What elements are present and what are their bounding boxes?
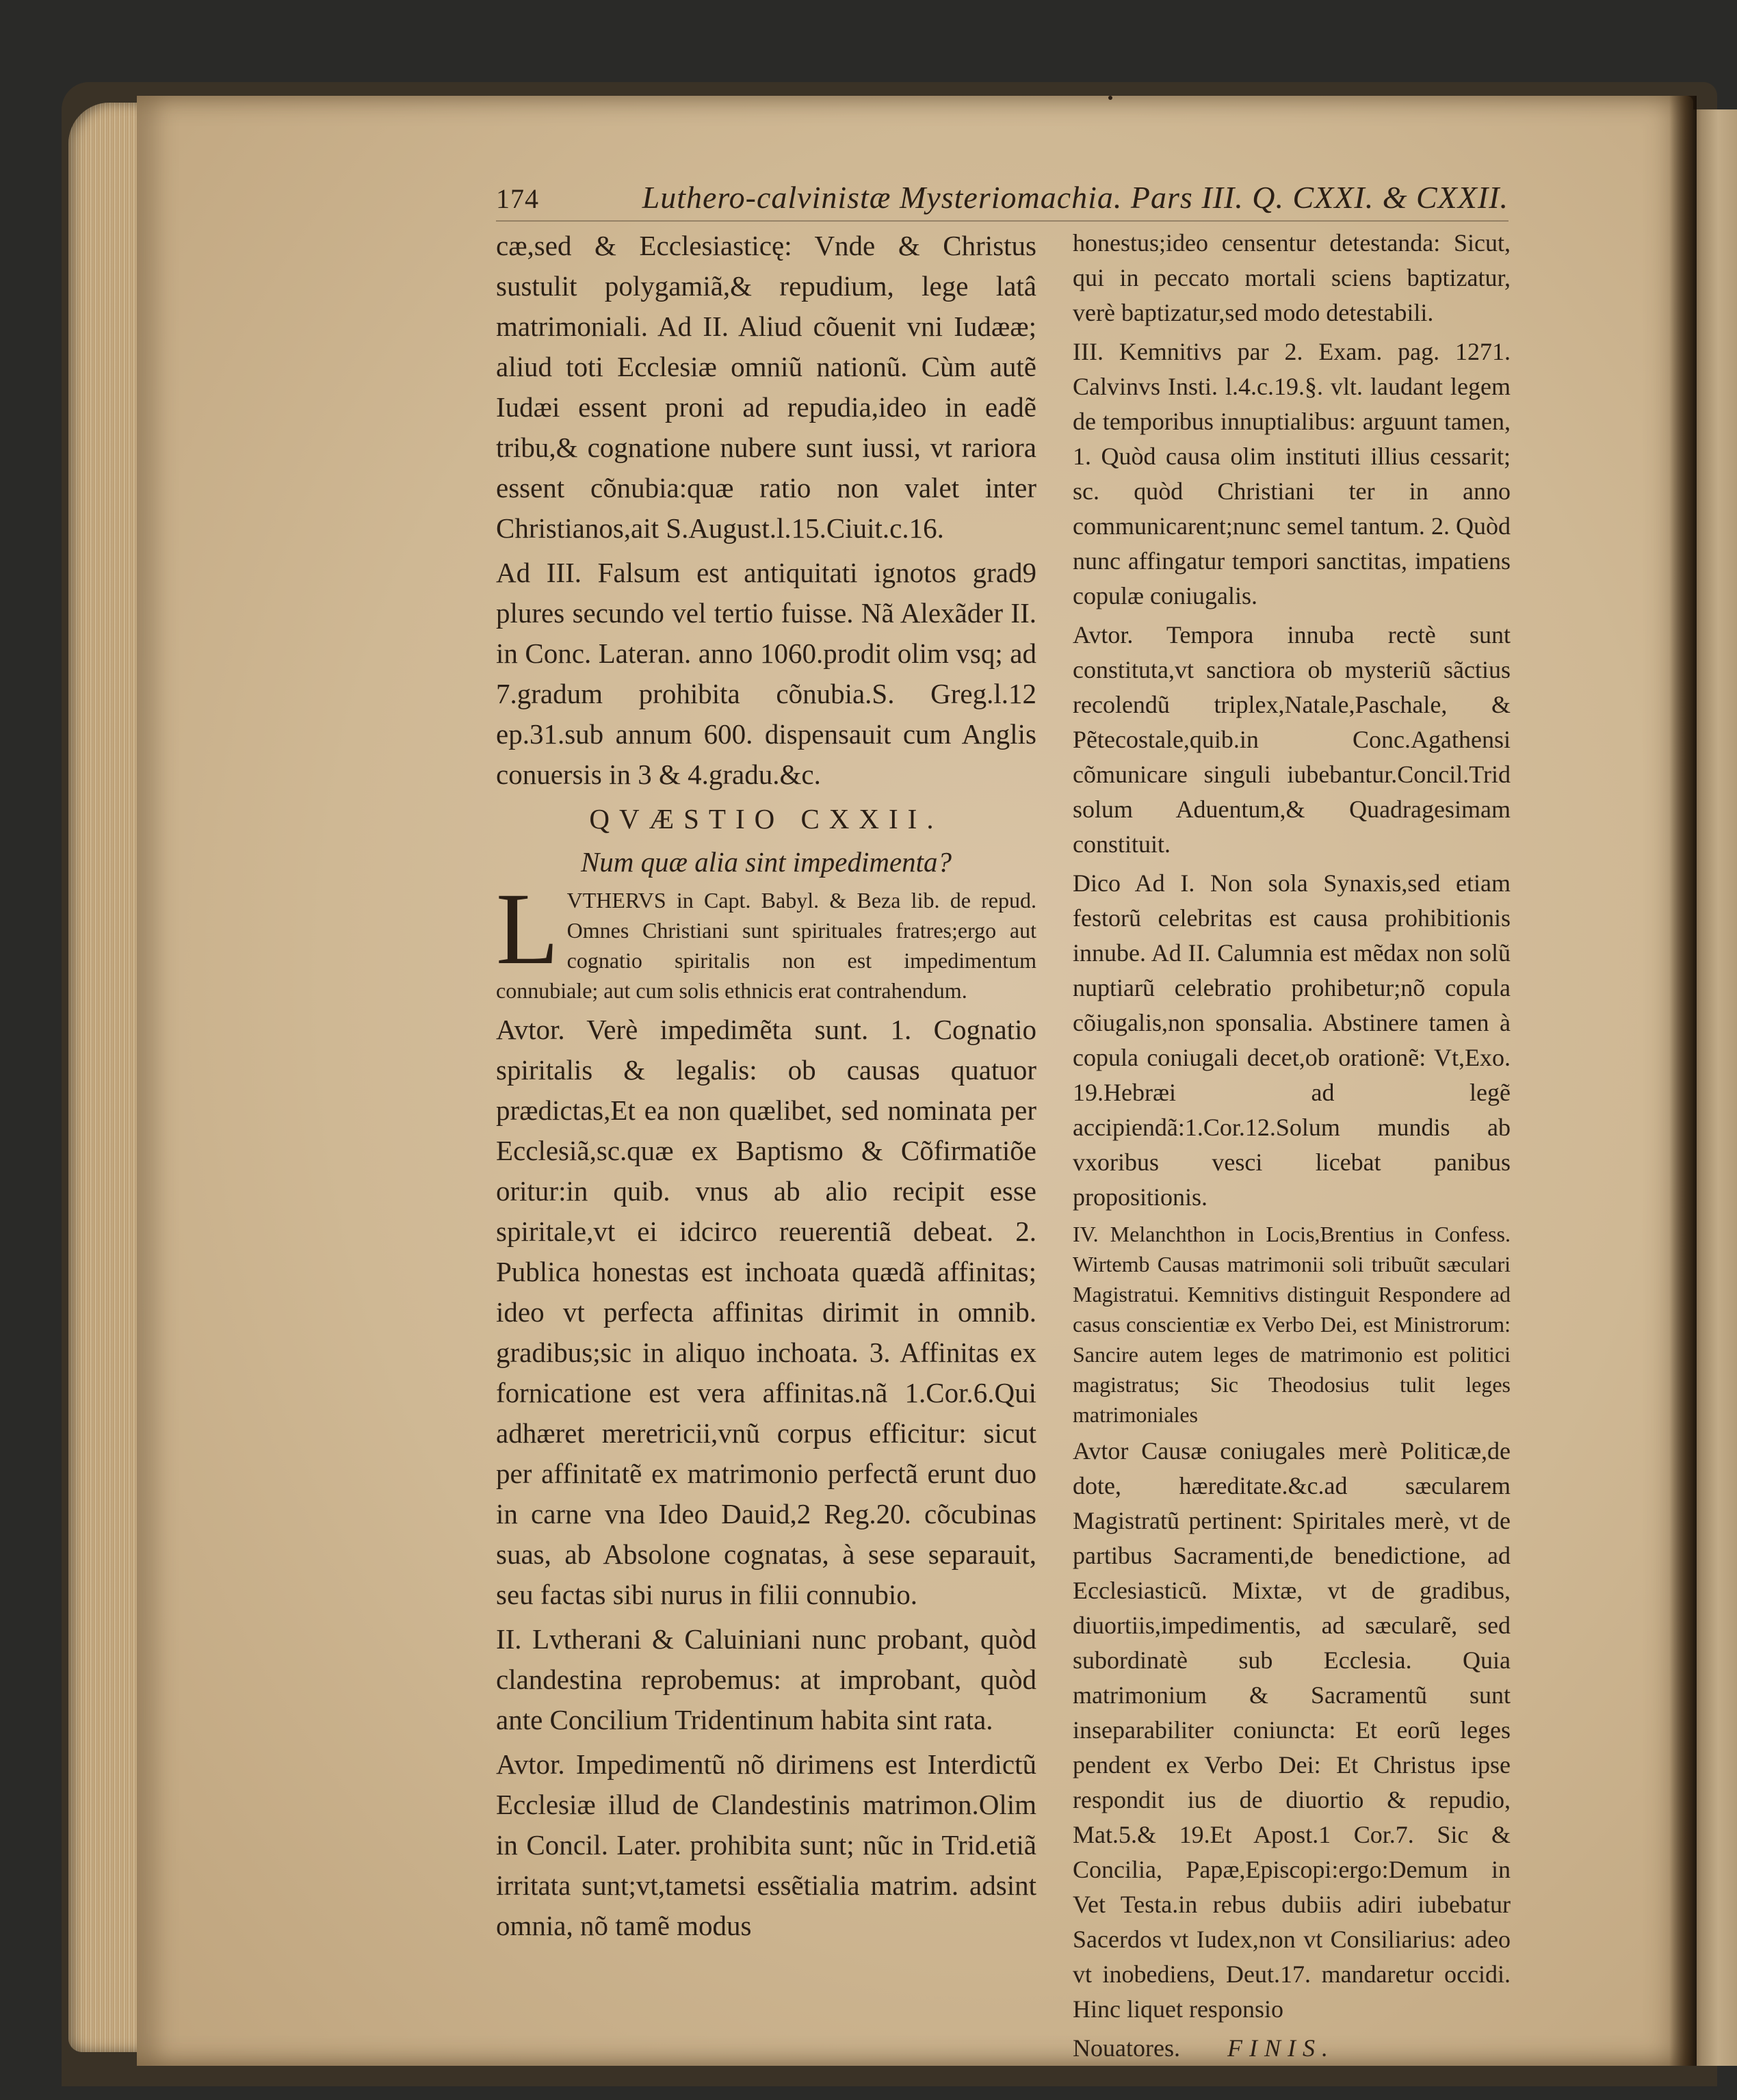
right-column bbox=[1073, 226, 1511, 2062]
paragraph: Avtor. Impedimentũ nõ dirimens est Interdictũ Ecclesiæ illud de Clandestinis matrimon.Olim in Concil. Later. prohibita sunt; nũc in Trid.etiã irritata sunt;vt,tametsi essẽtialia matrim. adsint omnia, nõ tamẽ modus bbox=[496, 1748, 1036, 1941]
paragraph: Avtor. Verè impedimẽta sunt. 1. Cognatio spiritalis & legalis: ob causas quatuor prædictas,Et ea non quælibet, sed nominata per Ecclesiã,sc.quæ ex Baptismo & Cõfirmatiõe oritur:in quib. vnus ab alio recipit esse spiritale,vt ei idcirco reuerentiã debeat. 2. Publica honestas est inchoata quædã affinitas; ideo vt perfecta affinitas dirimit in omnib. gradibus;sic in aliquo inchoata. 3. Affinitas ex fornicatione est vera affinitas.nã 1.Cor.6.Qui adhæret meretricii,vnũ corpus efficitur: sicut per affinitatẽ ex matrimonio perfectã erunt duo in carne vna Ideo Dauid,2 Reg.20. cõcubinas suas, ab Absolone cognatas, à sese separauit, seu factas sibi nurus in filii connubio. bbox=[496, 1014, 1036, 1610]
finis-mark: FINIS. bbox=[1227, 2034, 1335, 2062]
left-column bbox=[496, 226, 1036, 1941]
paragraph: VTHERVS in Capt. Babyl. & Beza lib. de repud. Omnes Christiani sunt spirituales fratres;ergo aut cognatio spiritalis non est impedimentum connubiale; aut cum solis ethnicis erat contrahendum. bbox=[496, 888, 1036, 1003]
paragraph: honestus;ideo censentur detestanda: Sicut, qui in peccato mortali sciens baptizatur, verè baptizatur,sed modo detestabili. bbox=[1073, 229, 1511, 326]
paragraph: Dico Ad I. Non sola Synaxis,sed etiam festorũ celebritas est causa prohibitionis innube. Ad II. Calumnia est mẽdax non solũ nuptiarũ celebratio prohibetur;nõ copula cõiugalis,non sponsalia. Abstinere tamen à copula coniugali decet,ob orationẽ: Vt,Exo. 19.Hebræi ad legẽ accipiendã:1.Cor.12.Solum mundis ab vxoribus vesci licebat panibus propositionis. bbox=[1073, 869, 1511, 1211]
ink-speck bbox=[1108, 96, 1112, 100]
paragraph: Ad III. Falsum est antiquitati ignotos grad9 plures secundo vel tertio fuisse. Nã Alexãder II. in Conc. Lateran. anno 1060.prodit olim vsq; ad 7.gradum prohibita cõnubia.S. Greg.l.12 ep.31.sub annum 600. dispensauit cum Anglis conuersis in 3 & 4.gradu.&c. bbox=[496, 557, 1036, 790]
paragraph: IV. Melanchthon in Locis,Brentius in Confess. Wirtemb Causas matrimonii soli tribuũt sæculari Magistratui. Kemnitivs distinguit Respondere ad casus conscientiæ ex Verbo Dei, est Ministrorum: Sancire autem leges de matrimonio est politici magistratus; Sic Theodosius tulit leges matrimoniales bbox=[1073, 1222, 1511, 1427]
closing-word: Nouatores. bbox=[1073, 2034, 1180, 2062]
paragraph: Avtor. Tempora innuba rectè sunt constituta,vt sanctiora ob mysteriũ sãctius recolendũ triplex,Natale,Paschale, & Pẽtecostale,quib.in Conc.Agathensi cõmunicare singuli iubebantur.Concil.Trid solum Aduentum,& Quadragesimam constituit. bbox=[1073, 621, 1511, 858]
paragraph: III. Kemnitivs par 2. Exam. pag. 1271. Calvinvs Insti. l.4.c.19.§. vlt. laudant legem de temporibus innuptialibus: arguunt tamen, 1. Quòd causa olim instituti illius cessarit; sc. quòd Christiani ter in anno communicarent;nunc semel tantum. 2. Quòd nunc affingatur tempori sanctitas, impatiens copulæ coniugalis. bbox=[1073, 338, 1511, 609]
facing-page-edge bbox=[1690, 109, 1737, 2066]
paragraph: Avtor Causæ coniugales merè Politicæ,de dote, hæreditate.&c.ad sæcularem Magistratũ pertinent: Spiritales merè, vt de partibus Sacramenti,de benedictione, ad Ecclesiasticũ. Mixtæ, vt de gradibus, diuortiis,impedimentis, ad sæcularẽ, sed subordinatè sub Ecclesia. Quia matrimonium & Sacramentũ sunt inseparabiliter coniuncta: Et eorũ leges pendent ex Verbo Dei: Et Christus ipse respondit ius de diuortio & repudio, Mat.5.& 19.Et Apost.1 Cor.7. Sic & Concilia, Papæ,Episcopi:ergo:Demum in Vet Testa.in rebus dubiis adiri iubebatur Sacerdos vt Iudex,non vt Consiliarius: adeo vt inobediens, Deut.17. mandaretur occidi. Hinc liquet responsio bbox=[1073, 1437, 1511, 2023]
page-gutter-shadow bbox=[1669, 96, 1697, 2066]
paragraph: cæ,sed & Ecclesiasticę: Vnde & Christus sustulit polygamiã,& repudium, lege latâ matrimoniali. Ad II. Aliud cõuenit vni Iudææ; aliud toti Ecclesiæ omniũ nationũ. Cùm autẽ Iudæi essent proni ad repudia,ideo in eadẽ tribu,& cognatione nubere sunt iussi, vt rariora essent cõnubia:quæ ratio non valet inter Christianos,ait S.August.l.15.Ciuit.c.16. bbox=[496, 230, 1036, 544]
running-head bbox=[496, 179, 1509, 222]
page-number: 174 bbox=[496, 183, 539, 214]
question-heading: QVÆSTIO CXXII. bbox=[589, 803, 943, 835]
drop-cap: L bbox=[496, 872, 559, 986]
running-title: Luthero-calvinistæ Mysteriomachia. Pars III. Q. CXXI. & CXXII. bbox=[642, 180, 1509, 215]
paragraph: II. Lvtherani & Caluiniani nunc probant, quòd clandestina reprobemus: at improbant, quòd ante Concilium Tridentinum habita sint rata. bbox=[496, 1623, 1036, 1735]
question-subheading: Num quæ alia sint impedimenta? bbox=[580, 846, 952, 878]
